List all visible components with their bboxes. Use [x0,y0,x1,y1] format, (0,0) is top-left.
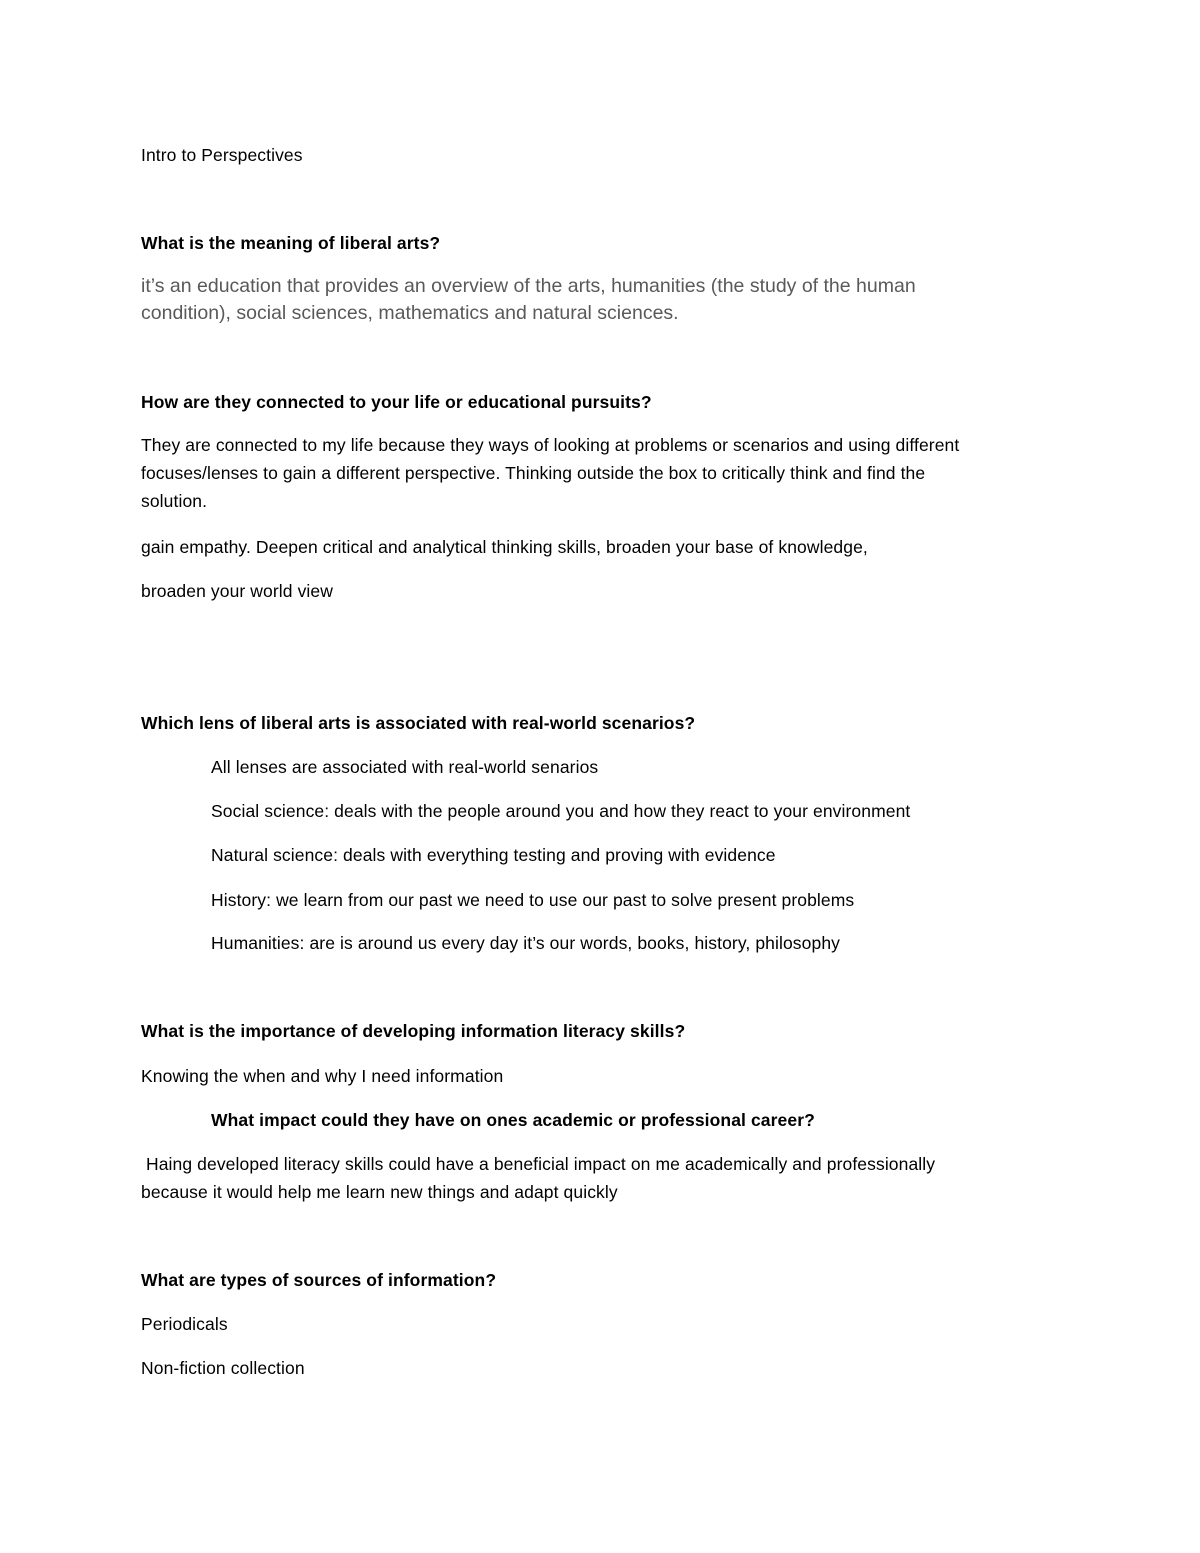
lens-item: Humanities: are is around us every day it’s our words, books, history, philosophy [211,933,840,953]
answer-career-impact-line-2: because it would help me learn new things and adapt quickly [141,1182,618,1202]
lens-item: Social science: deals with the people around you and how they react to your environment [211,801,911,821]
answer-liberal-arts-meaning-line-2: condition), social sciences, mathematics and natural sciences. [141,302,679,324]
answer-life-connection-line-3: solution. [141,491,208,511]
answer-career-impact-line-1: Haing developed literacy skills could have a beneficial impact on me academically and professionally [141,1154,936,1174]
answer-life-connection-line-5: broaden your world view [141,581,333,601]
answer-information-literacy: Knowing the when and why I need information [141,1066,504,1086]
lens-item: Natural science: deals with everything testing and proving with evidence [211,845,776,865]
question-liberal-arts-meaning: What is the meaning of liberal arts? [141,233,441,253]
source-type-item: Periodicals [141,1314,228,1334]
lens-item: History: we learn from our past we need to use our past to solve present problems [211,890,855,910]
question-information-literacy: What is the importance of developing information literacy skills? [141,1021,686,1041]
lens-item: All lenses are associated with real-world senarios [211,757,599,777]
answer-liberal-arts-meaning-line-1: it’s an education that provides an overview of the arts, humanities (the study of the human [141,275,916,297]
question-life-connection: How are they connected to your life or educational pursuits? [141,392,652,412]
answer-life-connection-line-4: gain empathy. Deepen critical and analytical thinking skills, broaden your base of knowledge, [141,537,868,557]
answer-life-connection-line-2: focuses/lenses to gain a different perspective. Thinking outside the box to critically think and find the [141,463,926,483]
answer-life-connection-line-1: They are connected to my life because they ways of looking at problems or scenarios and using different [141,435,960,455]
subquestion-career-impact: What impact could they have on ones academic or professional career? [211,1110,815,1130]
document-title: Intro to Perspectives [141,145,303,165]
source-type-item: Non-fiction collection [141,1358,305,1378]
question-real-world-lens: Which lens of liberal arts is associated with real-world scenarios? [141,713,696,733]
question-source-types: What are types of sources of information? [141,1270,497,1290]
